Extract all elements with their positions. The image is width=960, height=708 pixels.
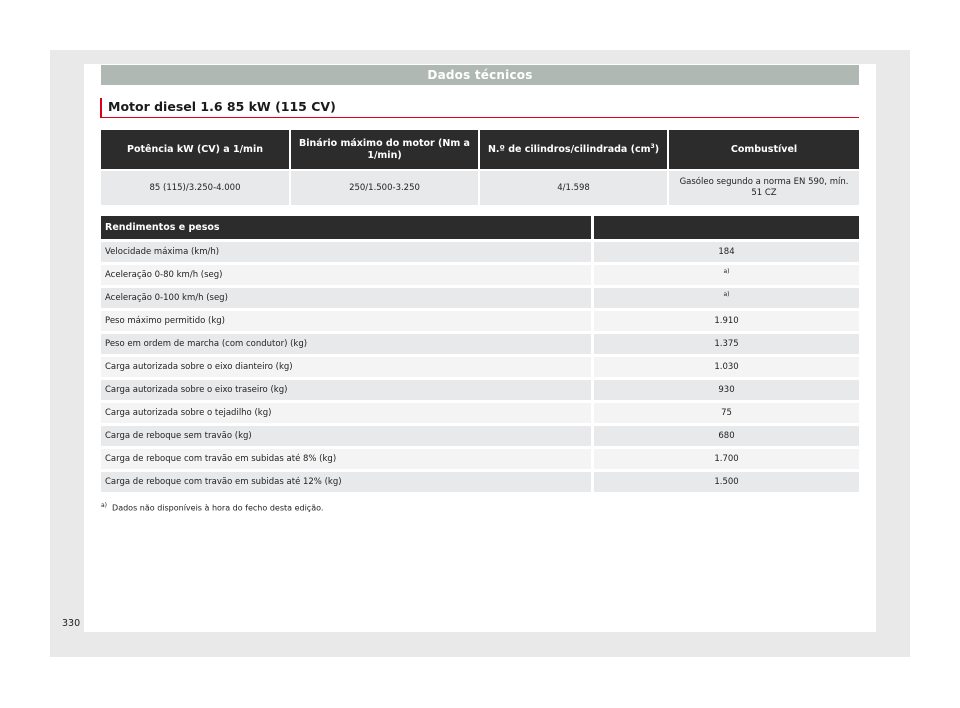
row-value (591, 400, 859, 423)
table-row (101, 308, 859, 331)
row-value (591, 239, 859, 262)
table-row (101, 354, 859, 377)
row-label: Aceleração 0-80 km/h (seg) (101, 262, 591, 285)
row-value-text: 1.910 (714, 316, 739, 326)
table-row (101, 331, 859, 354)
engine-table-row (101, 169, 859, 205)
row-value-text: 680 (718, 431, 735, 441)
row-value (591, 423, 859, 446)
engine-table-header-row (101, 130, 859, 169)
row-label: Carga de reboque com travão em subidas até 8% (kg) (101, 446, 591, 469)
footnote-mark: a) (101, 502, 108, 509)
engine-header-fuel: Combustível (669, 130, 859, 169)
row-label: Carga de reboque com travão em subidas até 12% (kg) (101, 469, 591, 492)
row-value-footnote-mark: a) (723, 268, 730, 276)
row-value (591, 308, 859, 331)
page-number: 330 (62, 618, 81, 629)
row-value-footnote-mark: a) (723, 291, 730, 299)
row-value-text: 1.500 (714, 477, 739, 487)
row-value (591, 354, 859, 377)
row-label: Carga autorizada sobre o tejadilho (kg) (101, 400, 591, 423)
table-row (101, 285, 859, 308)
engine-cell-power: 85 (115)/3.250-4.000 (101, 169, 291, 205)
row-value-text: 184 (718, 247, 735, 257)
engine-cell-torque: 250/1.500-3.250 (291, 169, 480, 205)
row-label: Carga autorizada sobre o eixo dianteiro (kg) (101, 354, 591, 377)
row-value (591, 377, 859, 400)
engine-header-cylinders: N.º de cilindros/cilindrada $(cm^3)$ (480, 130, 669, 169)
engine-header-torque: Binário máximo do motor (Nm a 1/min) (291, 130, 480, 169)
performance-header-value (591, 216, 859, 239)
row-label: Carga de reboque sem travão (kg) (101, 423, 591, 446)
engine-header-power: Potência kW (CV) a 1/min (101, 130, 291, 169)
row-label: Velocidade máxima (km/h) (101, 239, 591, 262)
row-value-text: 1.030 (714, 362, 739, 372)
row-value (591, 262, 859, 285)
performance-weights-table (101, 216, 859, 492)
row-value-text: 1.375 (714, 339, 739, 349)
table-row (101, 469, 859, 492)
footnote (101, 502, 323, 513)
engine-cell-fuel: Gasóleo segundo a norma EN 590, mín. 51 CZ (669, 169, 859, 205)
table-row (101, 377, 859, 400)
performance-table-header-row (101, 216, 859, 239)
row-value (591, 331, 859, 354)
engine-cell-cylinders: 4/1.598 (480, 169, 669, 205)
row-label: Aceleração 0-100 km/h (seg) (101, 285, 591, 308)
table-row (101, 262, 859, 285)
row-value-text: 1.700 (714, 454, 739, 464)
row-value-text: 75 (721, 408, 732, 418)
row-value (591, 285, 859, 308)
table-row (101, 400, 859, 423)
row-label: Peso máximo permitido (kg) (101, 308, 591, 331)
table-row (101, 446, 859, 469)
row-label: Peso em ordem de marcha (com condutor) (kg) (101, 331, 591, 354)
row-value (591, 446, 859, 469)
row-value-text: 930 (718, 385, 735, 395)
table-row (101, 239, 859, 262)
table-row (101, 423, 859, 446)
performance-header: Rendimentos e pesos (101, 216, 591, 239)
row-label: Carga autorizada sobre o eixo traseiro (kg) (101, 377, 591, 400)
row-value (591, 469, 859, 492)
footnote-text: Dados não disponíveis à hora do fecho desta edição. (112, 503, 324, 513)
chapter-header: Dados técnicos (101, 65, 859, 85)
section-title: Motor diesel 1.6 85 kW (115 CV) (100, 98, 859, 118)
engine-specs-table (101, 130, 859, 205)
